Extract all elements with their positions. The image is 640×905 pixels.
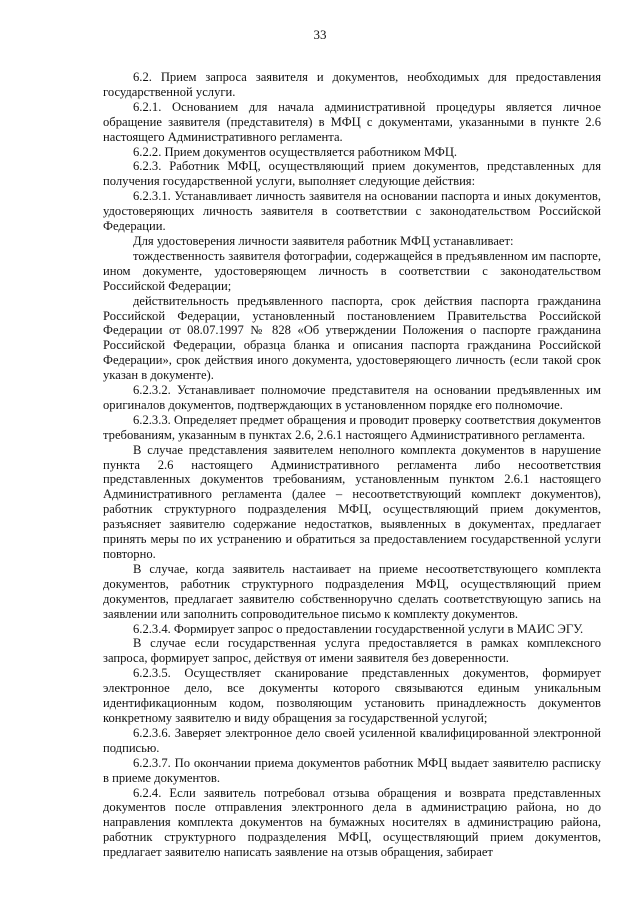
paragraph-6-2-3-5: 6.2.3.5. Осуществляет сканирование представленных документов, формирует электронное дело, все документы которого связываются единым уникальным идентификационным кодом, позволяющим установить принадлежность документов конкретному заявителю и виду обращения за государственной услугой;	[103, 666, 601, 725]
paragraph-identity-intro: Для удостоверения личности заявителя работник МФЦ устанавливает:	[133, 233, 514, 248]
paragraph-6-2-3-6: 6.2.3.6. Заверяет электронное дело своей усиленной квалифицированной электронной подписью.	[103, 725, 601, 755]
paragraph-identity-photo: тождественность заявителя фотографии, содержащейся в предъявленном им паспорте, ином документе, удостоверяющем личность в соответствии с законодательством Российской Федерации;	[103, 248, 601, 293]
paragraph-6-2-3-3: 6.2.3.3. Определяет предмет обращения и проводит проверку соответствия документов требованиям, указанным в пунктах 2.6, 2.6.1 настоящего Административного регламента.	[103, 412, 601, 442]
paragraph-6-2-3-4: 6.2.3.4. Формирует запрос о предоставлении государственной услуги в МАИС ЭГУ.	[133, 621, 584, 636]
document-body	[103, 70, 601, 860]
paragraph-passport-validity: действительность предъявленного паспорта, срок действия паспорта гражданина Российской Федерации, установленный постановлением Правительства Российской Федерации от 08.07.1997 № 828 «Об утверждении Положения о паспорте гражданина Российской Федерации, образца бланка и описания паспорта гражданина Российской Федерации», срок действия иного документа, удостоверяющего личность (если такой срок указан в документе).	[103, 293, 601, 383]
paragraph-6-2-4: 6.2.4. Если заявитель потребовал отзыва обращения и возврата представленных документов после отправления электронного дела в администрацию района, но до направления комплекта документов на бумажных носителях в администрацию района, работник структурного подразделения МФЦ, осуществляющий прием документов, предлагает заявителю написать заявление на отзыв обращения, забирает	[103, 785, 601, 860]
page-number: 33	[313, 27, 327, 42]
paragraph-complex-request: В случае если государственная услуга предоставляется в рамках комплексного запроса, формирует запрос, действуя от имени заявителя без доверенности.	[103, 636, 601, 666]
paragraph-6-2-1: 6.2.1. Основанием для начала административной процедуры является личное обращение заявителя (представителя) в МФЦ с документами, указанными в пункте 2.6 настоящего Административного регламента.	[103, 99, 601, 144]
paragraph-6-2-3: 6.2.3. Работник МФЦ, осуществляющий прием документов, представленных для получения государственной услуги, выполняет следующие действия:	[103, 159, 601, 189]
paragraph-6-2-3-7: 6.2.3.7. По окончании приема документов работник МФЦ выдает заявителю расписку в приеме документов.	[103, 755, 601, 785]
paragraph-insists-on-acceptance: В случае, когда заявитель настаивает на приеме несоответствующего комплекта документов, работник структурного подразделения МФЦ, осуществляющий прием документов, предлагает заявителю собственноручно сделать соответствующую запись на заявлении или заполнить сопроводительное письмо к комплекту документов.	[103, 561, 601, 621]
paragraph-6-2: 6.2. Прием запроса заявителя и документов, необходимых для предоставления государственной услуги.	[103, 70, 601, 99]
paragraph-6-2-2: 6.2.2. Прием документов осуществляется работником МФЦ.	[133, 144, 458, 159]
paragraph-6-2-3-2: 6.2.3.2. Устанавливает полномочие представителя на основании предъявленных им оригиналов документов, подтверждающих в установленном порядке его полномочие.	[103, 383, 601, 412]
paragraph-6-2-3-1: 6.2.3.1. Устанавливает личность заявителя на основании паспорта и иных документов, удостоверяющих личность заявителя в соответствии с законодательством Российской Федерации.	[103, 189, 601, 234]
paragraph-incomplete-docs: В случае представления заявителем неполного комплекта документов в нарушение пункта 2.6 настоящего Административного регламента либо несоответствия представленных документов требованиям, установленным пунктом 2.6.1 настоящего Административного регламента (далее – несоответствующий комплект документов), работник структурного подразделения МФЦ, осуществляющий прием документов, разъясняет заявителю содержание недостатков, выявленных в документах, предлагает принять меры по их устранению и обратиться за предоставлением государственной услуги повторно.	[103, 442, 601, 561]
